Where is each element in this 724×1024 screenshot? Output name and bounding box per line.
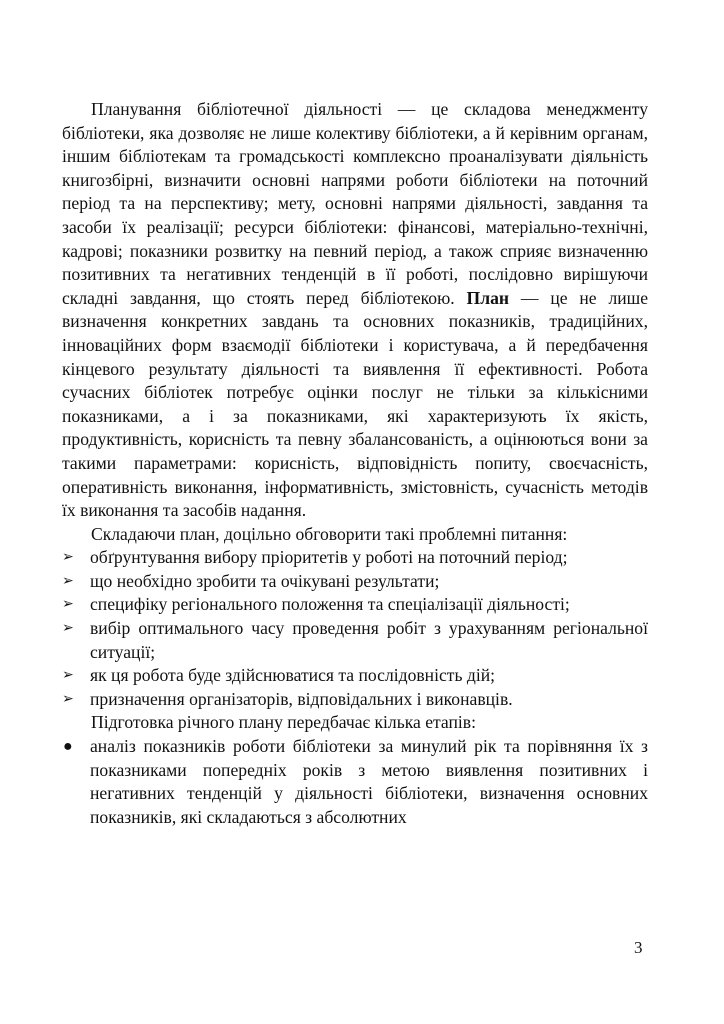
list-item	[62, 546, 648, 570]
page-number: 3	[634, 938, 643, 957]
paragraph-planning-text: Планування бібліотечної діяльності — це складова менеджменту бібліотеки, яка дозволяє не лише колективу бібліотеки, а й керівним органам, іншим бібліотекам та громадськості комплексно проаналізувати діяльність книгозбірні, визначити основні напрями роботи бібліотеки на поточний період та на перспективу; мету, основні напрями діяльності, завдання та засоби їх реалізації; ресурси бібліотеки: фінансові, матеріально-технічні, кадрові; показники розвитку на певний період, а також сприяє визначенню позитивних та негативних тенденцій в її роботі, послідовно вирішуючи складні завдання, що стоять перед бібліотекою.	[62, 99, 648, 308]
paragraph-plan-text: — це не лише визначення конкретних завдань та основних показників, традиційних, інноваційних форм взаємодії бібліотеки і користувача, а й передбачення кінцевого результату діяльності та виявлення її ефективності. Робота сучасних бібліотек потребує оцінки послуг не тільки за кількісними показниками, а і за показниками, які характеризують їх якість, продуктивність, корисність та певну збалансованість, а оцінюються вони за такими параметрами: корисність, відповідність попиту, своєчасність, оперативність виконання, інформативність, змістовність, сучасність методів їх виконання та засобів надання.	[62, 287, 649, 521]
arrow-bullet-icon: ➢	[62, 667, 74, 684]
round-bullet-icon: ●	[63, 738, 73, 756]
list-item-text: що необхідно зробити та очікувані результати;	[90, 570, 440, 591]
arrow-bullet-icon: ➢	[62, 596, 74, 613]
arrow-bullet-icon: ➢	[62, 690, 74, 707]
document-page	[62, 98, 648, 829]
list-item-text: специфіку регіонального положення та спеціалізації діяльності;	[90, 594, 570, 615]
list-item	[62, 617, 648, 664]
list-item-text: як ця робота буде здійснюватися та послідовність дій;	[90, 665, 496, 686]
list-item	[62, 664, 648, 688]
list-item	[62, 593, 648, 617]
list-item-text: вибір оптимального часу проведення робіт з урахуванням регіональної ситуації;	[90, 618, 648, 662]
problem-questions-list	[62, 546, 648, 711]
list-item-text: обґрунтування вибору пріоритетів у роботі на поточний період;	[90, 547, 568, 568]
paragraph-planning	[62, 98, 648, 523]
list-item	[62, 735, 648, 829]
paragraph-questions-intro: Складаючи план, доцільно обговорити такі проблемні питання:	[91, 523, 568, 544]
paragraph-stages-intro: Підготовка річного плану передбачає кілька етапів:	[91, 712, 476, 733]
arrow-bullet-icon: ➢	[62, 620, 74, 637]
bold-term-plan: План	[466, 287, 510, 308]
arrow-bullet-icon: ➢	[62, 549, 74, 566]
plan-stages-list	[62, 735, 648, 829]
list-item	[62, 570, 648, 594]
list-item	[62, 688, 648, 712]
arrow-bullet-icon: ➢	[62, 572, 74, 589]
list-item-text: аналіз показників роботи бібліотеки за минулий рік та порівняння їх з показниками попередніх років з метою виявлення позитивних і негативних тенденцій у діяльності бібліотеки, визначення основних показників, які складаються з абсолютних	[90, 736, 648, 827]
list-item-text: призначення організаторів, відповідальних і виконавців.	[90, 688, 513, 709]
